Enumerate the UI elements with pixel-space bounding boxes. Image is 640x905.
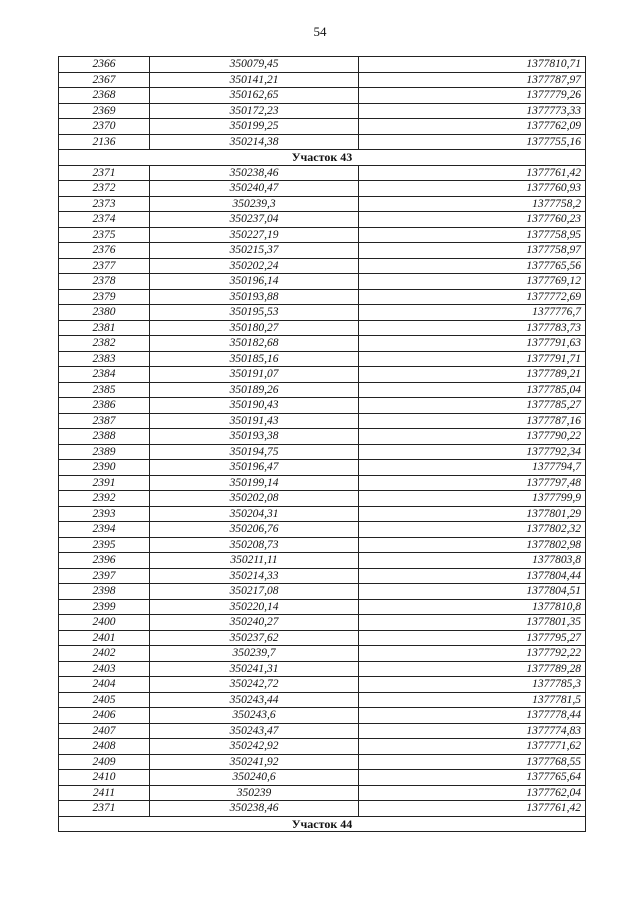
point-number-cell: 2371 — [59, 165, 150, 181]
y-coordinate-cell: 1377810,71 — [359, 57, 586, 73]
page-number: 54 — [313, 24, 327, 39]
table-row — [59, 88, 586, 104]
point-number-cell: 2400 — [59, 615, 150, 631]
point-number-cell: 2136 — [59, 134, 150, 150]
point-number-cell: 2403 — [59, 661, 150, 677]
x-coordinate-cell: 350239,3 — [150, 196, 359, 212]
x-coordinate-cell: 350243,6 — [150, 708, 359, 724]
x-coordinate-cell: 350079,45 — [150, 57, 359, 73]
x-coordinate-cell: 350239 — [150, 785, 359, 801]
table-row — [59, 739, 586, 755]
point-number-cell: 2379 — [59, 289, 150, 305]
x-coordinate-cell: 350195,53 — [150, 305, 359, 321]
point-number-cell: 2392 — [59, 491, 150, 507]
table-row — [59, 429, 586, 445]
table-row — [59, 227, 586, 243]
point-number-cell: 2366 — [59, 57, 150, 73]
table-row — [59, 770, 586, 786]
table-row — [59, 630, 586, 646]
table-row — [59, 165, 586, 181]
x-coordinate-cell: 350237,62 — [150, 630, 359, 646]
x-coordinate-cell: 350208,73 — [150, 537, 359, 553]
x-coordinate-cell: 350191,43 — [150, 413, 359, 429]
point-number-cell: 2367 — [59, 72, 150, 88]
point-number-cell: 2386 — [59, 398, 150, 414]
point-number-cell: 2372 — [59, 181, 150, 197]
table-row — [59, 522, 586, 538]
y-coordinate-cell: 1377804,44 — [359, 568, 586, 584]
point-number-cell: 2373 — [59, 196, 150, 212]
x-coordinate-cell: 350238,46 — [150, 801, 359, 817]
x-coordinate-cell: 350180,27 — [150, 320, 359, 336]
x-coordinate-cell: 350237,04 — [150, 212, 359, 228]
y-coordinate-cell: 1377794,7 — [359, 460, 586, 476]
y-coordinate-cell: 1377791,63 — [359, 336, 586, 352]
y-coordinate-cell: 1377790,22 — [359, 429, 586, 445]
x-coordinate-cell: 350202,24 — [150, 258, 359, 274]
table-row — [59, 599, 586, 615]
y-coordinate-cell: 1377760,23 — [359, 212, 586, 228]
table-row — [59, 103, 586, 119]
point-number-cell: 2393 — [59, 506, 150, 522]
point-number-cell: 2398 — [59, 584, 150, 600]
y-coordinate-cell: 1377795,27 — [359, 630, 586, 646]
point-number-cell: 2404 — [59, 677, 150, 693]
y-coordinate-cell: 1377765,64 — [359, 770, 586, 786]
x-coordinate-cell: 350199,14 — [150, 475, 359, 491]
y-coordinate-cell: 1377761,42 — [359, 165, 586, 181]
y-coordinate-cell: 1377774,83 — [359, 723, 586, 739]
table-row — [59, 367, 586, 383]
y-coordinate-cell: 1377762,04 — [359, 785, 586, 801]
y-coordinate-cell: 1377785,27 — [359, 398, 586, 414]
table-row — [59, 553, 586, 569]
y-coordinate-cell: 1377781,5 — [359, 692, 586, 708]
table-row — [59, 677, 586, 693]
table-row — [59, 351, 586, 367]
x-coordinate-cell: 350191,07 — [150, 367, 359, 383]
table-row — [59, 72, 586, 88]
table-row — [59, 274, 586, 290]
x-coordinate-cell: 350240,27 — [150, 615, 359, 631]
point-number-cell: 2401 — [59, 630, 150, 646]
y-coordinate-cell: 1377787,16 — [359, 413, 586, 429]
point-number-cell: 2411 — [59, 785, 150, 801]
y-coordinate-cell: 1377810,8 — [359, 599, 586, 615]
y-coordinate-cell: 1377799,9 — [359, 491, 586, 507]
y-coordinate-cell: 1377803,8 — [359, 553, 586, 569]
point-number-cell: 2377 — [59, 258, 150, 274]
x-coordinate-cell: 350199,25 — [150, 119, 359, 135]
table-row — [59, 460, 586, 476]
table-row — [59, 413, 586, 429]
x-coordinate-cell: 350196,47 — [150, 460, 359, 476]
y-coordinate-cell: 1377768,55 — [359, 754, 586, 770]
coordinates-table — [58, 56, 586, 832]
point-number-cell: 2402 — [59, 646, 150, 662]
table-row — [59, 661, 586, 677]
table-row — [59, 692, 586, 708]
x-coordinate-cell: 350214,33 — [150, 568, 359, 584]
y-coordinate-cell: 1377797,48 — [359, 475, 586, 491]
point-number-cell: 2371 — [59, 801, 150, 817]
table-row — [59, 305, 586, 321]
y-coordinate-cell: 1377792,34 — [359, 444, 586, 460]
y-coordinate-cell: 1377760,93 — [359, 181, 586, 197]
point-number-cell: 2374 — [59, 212, 150, 228]
y-coordinate-cell: 1377755,16 — [359, 134, 586, 150]
x-coordinate-cell: 350217,08 — [150, 584, 359, 600]
x-coordinate-cell: 350204,31 — [150, 506, 359, 522]
table-row — [59, 289, 586, 305]
section-title: Участок 43 — [59, 150, 586, 166]
x-coordinate-cell: 350193,88 — [150, 289, 359, 305]
point-number-cell: 2395 — [59, 537, 150, 553]
table-row — [59, 212, 586, 228]
y-coordinate-cell: 1377772,69 — [359, 289, 586, 305]
x-coordinate-cell: 350215,37 — [150, 243, 359, 259]
point-number-cell: 2409 — [59, 754, 150, 770]
x-coordinate-cell: 350194,75 — [150, 444, 359, 460]
table-row — [59, 754, 586, 770]
point-number-cell: 2378 — [59, 274, 150, 290]
y-coordinate-cell: 1377789,21 — [359, 367, 586, 383]
point-number-cell: 2376 — [59, 243, 150, 259]
table-row — [59, 491, 586, 507]
x-coordinate-cell: 350238,46 — [150, 165, 359, 181]
table-row — [59, 382, 586, 398]
point-number-cell: 2368 — [59, 88, 150, 104]
y-coordinate-cell: 1377787,97 — [359, 72, 586, 88]
y-coordinate-cell: 1377801,35 — [359, 615, 586, 631]
table-row — [59, 258, 586, 274]
table-row — [59, 243, 586, 259]
table-row — [59, 646, 586, 662]
x-coordinate-cell: 350242,72 — [150, 677, 359, 693]
table-row — [59, 584, 586, 600]
y-coordinate-cell: 1377769,12 — [359, 274, 586, 290]
x-coordinate-cell: 350240,6 — [150, 770, 359, 786]
point-number-cell: 2390 — [59, 460, 150, 476]
x-coordinate-cell: 350243,47 — [150, 723, 359, 739]
y-coordinate-cell: 1377791,71 — [359, 351, 586, 367]
x-coordinate-cell: 350202,08 — [150, 491, 359, 507]
table-row — [59, 801, 586, 817]
y-coordinate-cell: 1377778,44 — [359, 708, 586, 724]
point-number-cell: 2405 — [59, 692, 150, 708]
point-number-cell: 2381 — [59, 320, 150, 336]
point-number-cell: 2389 — [59, 444, 150, 460]
x-coordinate-cell: 350214,38 — [150, 134, 359, 150]
x-coordinate-cell: 350193,38 — [150, 429, 359, 445]
y-coordinate-cell: 1377761,42 — [359, 801, 586, 817]
y-coordinate-cell: 1377785,3 — [359, 677, 586, 693]
point-number-cell: 2406 — [59, 708, 150, 724]
y-coordinate-cell: 1377758,2 — [359, 196, 586, 212]
x-coordinate-cell: 350190,43 — [150, 398, 359, 414]
point-number-cell: 2370 — [59, 119, 150, 135]
y-coordinate-cell: 1377801,29 — [359, 506, 586, 522]
point-number-cell: 2408 — [59, 739, 150, 755]
y-coordinate-cell: 1377771,62 — [359, 739, 586, 755]
y-coordinate-cell: 1377802,32 — [359, 522, 586, 538]
table-row — [59, 785, 586, 801]
table-row — [59, 506, 586, 522]
table-row — [59, 320, 586, 336]
table-row — [59, 708, 586, 724]
x-coordinate-cell: 350220,14 — [150, 599, 359, 615]
x-coordinate-cell: 350211,11 — [150, 553, 359, 569]
x-coordinate-cell: 350141,21 — [150, 72, 359, 88]
point-number-cell: 2388 — [59, 429, 150, 445]
table-row — [59, 444, 586, 460]
y-coordinate-cell: 1377779,26 — [359, 88, 586, 104]
point-number-cell: 2383 — [59, 351, 150, 367]
table-row — [59, 196, 586, 212]
point-number-cell: 2391 — [59, 475, 150, 491]
y-coordinate-cell: 1377758,95 — [359, 227, 586, 243]
section-header-row — [59, 816, 586, 832]
x-coordinate-cell: 350239,7 — [150, 646, 359, 662]
x-coordinate-cell: 350243,44 — [150, 692, 359, 708]
section-title: Участок 44 — [59, 816, 586, 832]
point-number-cell: 2397 — [59, 568, 150, 584]
y-coordinate-cell: 1377789,28 — [359, 661, 586, 677]
x-coordinate-cell: 350189,26 — [150, 382, 359, 398]
x-coordinate-cell: 350227,19 — [150, 227, 359, 243]
y-coordinate-cell: 1377804,51 — [359, 584, 586, 600]
table-row — [59, 398, 586, 414]
x-coordinate-cell: 350206,76 — [150, 522, 359, 538]
x-coordinate-cell: 350172,23 — [150, 103, 359, 119]
point-number-cell: 2399 — [59, 599, 150, 615]
x-coordinate-cell: 350240,47 — [150, 181, 359, 197]
point-number-cell: 2385 — [59, 382, 150, 398]
table-row — [59, 615, 586, 631]
y-coordinate-cell: 1377783,73 — [359, 320, 586, 336]
point-number-cell: 2375 — [59, 227, 150, 243]
coordinates-table-body — [59, 57, 586, 832]
point-number-cell: 2369 — [59, 103, 150, 119]
y-coordinate-cell: 1377792,22 — [359, 646, 586, 662]
y-coordinate-cell: 1377785,04 — [359, 382, 586, 398]
x-coordinate-cell: 350242,92 — [150, 739, 359, 755]
table-row — [59, 119, 586, 135]
table-row — [59, 537, 586, 553]
y-coordinate-cell: 1377776,7 — [359, 305, 586, 321]
point-number-cell: 2407 — [59, 723, 150, 739]
y-coordinate-cell: 1377802,98 — [359, 537, 586, 553]
table-row — [59, 568, 586, 584]
y-coordinate-cell: 1377762,09 — [359, 119, 586, 135]
y-coordinate-cell: 1377758,97 — [359, 243, 586, 259]
point-number-cell: 2394 — [59, 522, 150, 538]
x-coordinate-cell: 350241,92 — [150, 754, 359, 770]
table-row — [59, 57, 586, 73]
y-coordinate-cell: 1377773,33 — [359, 103, 586, 119]
point-number-cell: 2396 — [59, 553, 150, 569]
point-number-cell: 2410 — [59, 770, 150, 786]
point-number-cell: 2380 — [59, 305, 150, 321]
x-coordinate-cell: 350185,16 — [150, 351, 359, 367]
x-coordinate-cell: 350241,31 — [150, 661, 359, 677]
table-row — [59, 336, 586, 352]
point-number-cell: 2387 — [59, 413, 150, 429]
table-row — [59, 134, 586, 150]
point-number-cell: 2384 — [59, 367, 150, 383]
section-header-row — [59, 150, 586, 166]
table-row — [59, 181, 586, 197]
x-coordinate-cell: 350196,14 — [150, 274, 359, 290]
table-row — [59, 475, 586, 491]
table-row — [59, 723, 586, 739]
x-coordinate-cell: 350162,65 — [150, 88, 359, 104]
point-number-cell: 2382 — [59, 336, 150, 352]
x-coordinate-cell: 350182,68 — [150, 336, 359, 352]
y-coordinate-cell: 1377765,56 — [359, 258, 586, 274]
